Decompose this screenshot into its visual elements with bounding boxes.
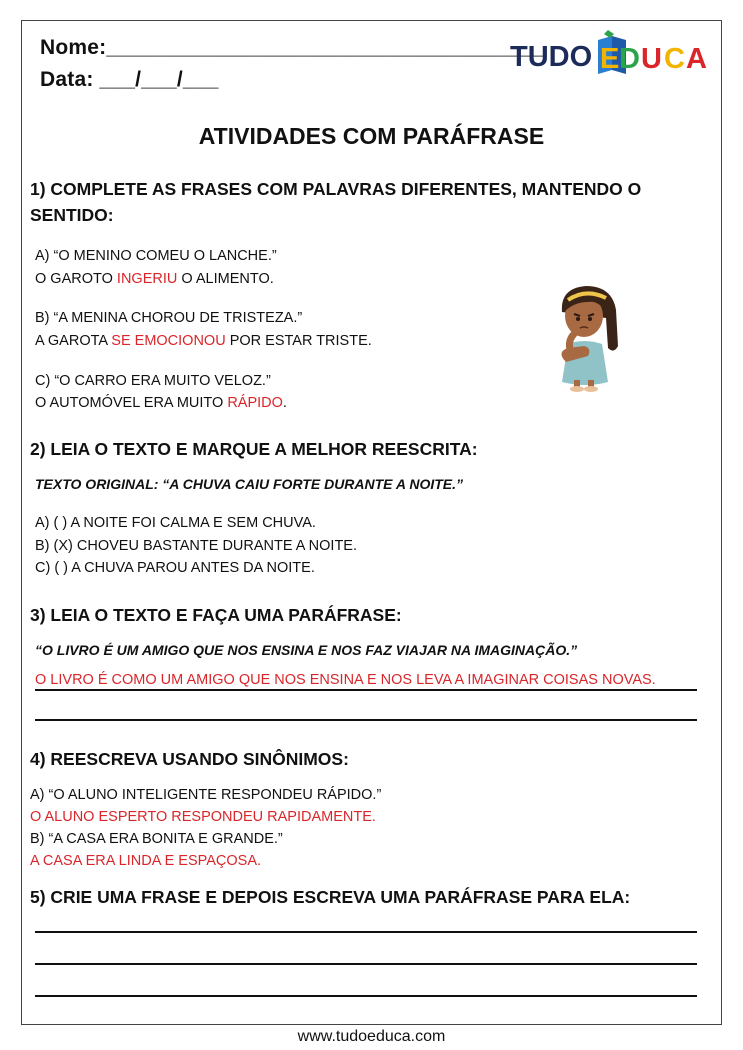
q2-option-a[interactable]: A) ( ) A NOITE FOI CALMA E SEM CHUVA. (35, 515, 316, 531)
q1-b-original: B) “A MENINA CHOROU DE TRISTEZA.” (35, 310, 303, 326)
q4-b-answer: A CASA ERA LINDA E ESPAÇOSA. (30, 853, 262, 869)
svg-text:U: U (641, 43, 662, 75)
q3-title: 3) LEIA O TEXTO E FAÇA UMA PARÁFRASE: (30, 605, 402, 625)
name-field[interactable]: Nome:_____________________________________ (40, 36, 546, 59)
tudoeduca-logo (508, 30, 722, 78)
q2-title: 2) LEIA O TEXTO E MARQUE A MELHOR REESCRITA: (30, 439, 478, 459)
q1-c-answer: O AUTOMÓVEL ERA MUITO RÁPIDO. (35, 395, 287, 411)
q4-a-original: A) “O ALUNO INTELIGENTE RESPONDEU RÁPIDO.” (30, 787, 382, 803)
q3-answer: O LIVRO É COMO UM AMIGO QUE NOS ENSINA E NOS LEVA A IMAGINAR COISAS NOVAS. (35, 672, 656, 688)
svg-text:E: E (600, 43, 620, 75)
q3-quote: “O LIVRO É UM AMIGO QUE NOS ENSINA E NOS FAZ VIAJAR NA IMAGINAÇÃO.” (35, 642, 578, 658)
q3-answer-line-2[interactable] (35, 719, 697, 721)
q1-a-answer: O GAROTO INGERIU O ALIMENTO. (35, 271, 274, 287)
q5-title: 5) CRIE UMA FRASE E DEPOIS ESCREVA UMA PARÁFRASE PARA ELA: (30, 887, 631, 907)
q4-a-answer: O ALUNO ESPERTO RESPONDEU RAPIDAMENTE. (30, 809, 376, 825)
page-title: ATIVIDADES COM PARÁFRASE (198, 123, 545, 149)
q2-option-b[interactable]: B) (X) CHOVEU BASTANTE DURANTE A NOITE. (35, 538, 357, 554)
thinking-girl-illustration (548, 282, 628, 394)
q5-answer-line-2[interactable] (35, 963, 697, 965)
q1-a-original: A) “O MENINO COMEU O LANCHE.” (35, 248, 277, 264)
q4-b-original: B) “A CASA ERA BONITA E GRANDE.” (30, 831, 283, 847)
q4-title: 4) REESCREVA USANDO SINÔNIMOS: (30, 749, 349, 769)
logo-mark (508, 30, 722, 78)
q1-b-answer: A GAROTA SE EMOCIONOU POR ESTAR TRISTE. (35, 333, 372, 349)
footer-url[interactable]: www.tudoeduca.com (297, 1028, 446, 1045)
logo-text-tudo: TUDO (510, 41, 593, 73)
q1-title-line1: 1) COMPLETE AS FRASES COM PALAVRAS DIFERENTES, MANTENDO O (30, 179, 642, 199)
q1-title-line2: SENTIDO: (30, 205, 114, 225)
svg-text:C: C (664, 43, 685, 75)
q5-answer-line-3[interactable] (35, 995, 697, 997)
q2-option-c[interactable]: C) ( ) A CHUVA PAROU ANTES DA NOITE. (35, 560, 315, 576)
q3-answer-line-1[interactable] (35, 689, 697, 691)
q5-answer-line-1[interactable] (35, 931, 697, 933)
date-field[interactable]: Data: ___/___/___ (40, 68, 219, 91)
q2-original-text: TEXTO ORIGINAL: “A CHUVA CAIU FORTE DURANTE A NOITE.” (35, 476, 464, 492)
q1-c-original: C) “O CARRO ERA MUITO VELOZ.” (35, 373, 271, 389)
svg-text:D: D (619, 43, 640, 75)
svg-text:A: A (686, 43, 707, 75)
